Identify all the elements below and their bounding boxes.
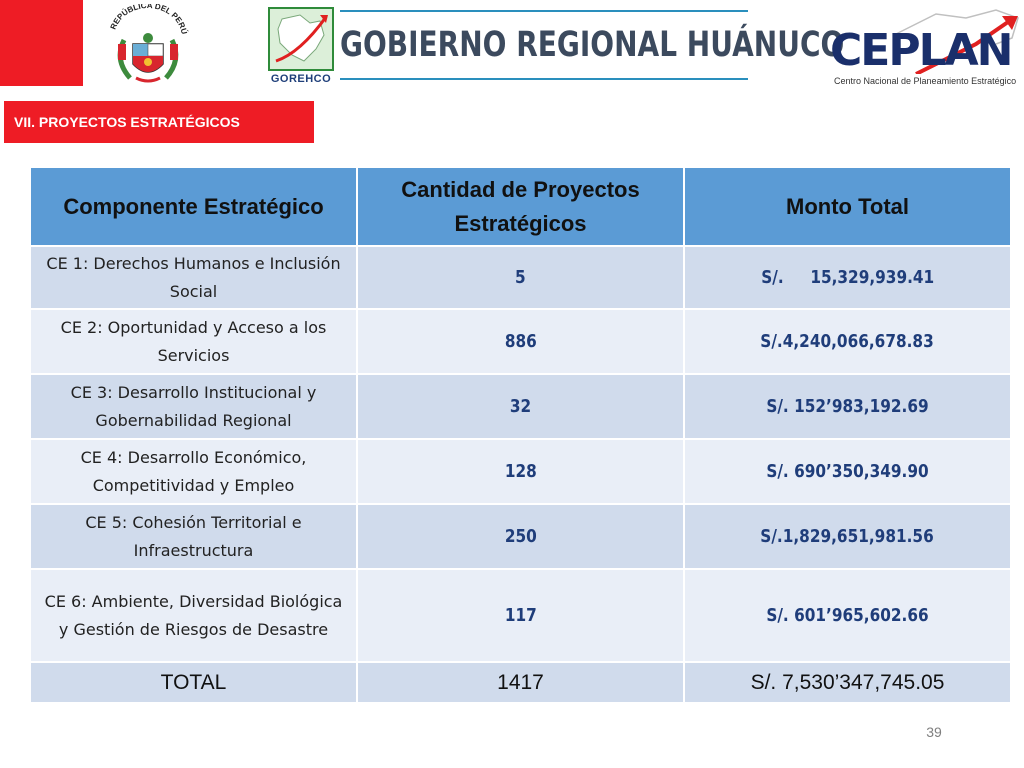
count-cell <box>358 570 685 663</box>
page-number: 39 <box>926 724 942 740</box>
amount-value: S/.4,240,066,678.83 <box>760 331 935 352</box>
table-row <box>31 570 1012 663</box>
peru-seal-text: REPÚBLICA DEL PERÚ <box>108 4 189 36</box>
total-count: 1417 <box>497 670 544 694</box>
table-row <box>31 310 1012 375</box>
gorehco-logo <box>266 5 336 87</box>
total-label: TOTAL <box>160 670 227 694</box>
table-row <box>31 440 1012 505</box>
component-cell: CE 5: Cohesión Territorial e Infraestructura <box>31 505 358 570</box>
amount-value: S/. 690’350,349.90 <box>766 461 929 482</box>
count-value: 128 <box>504 461 537 482</box>
gorehco-label: GOREHCO <box>266 71 336 87</box>
count-cell <box>358 505 685 570</box>
count-value: 250 <box>504 526 537 547</box>
section-title: VII. PROYECTOS ESTRATÉGICOS <box>4 101 314 143</box>
amount-cell <box>685 310 1012 375</box>
total-count-cell <box>358 663 685 704</box>
total-label-cell <box>31 663 358 704</box>
total-amount-cell <box>685 663 1012 704</box>
amount-cell <box>685 375 1012 440</box>
gov-title: GOBIERNO REGIONAL HUÁNUCO <box>340 25 845 65</box>
header-project-count: Cantidad de Proyectos Estratégicos <box>358 168 685 247</box>
count-value: 117 <box>504 605 537 626</box>
component-cell: CE 3: Desarrollo Institucional y Gobernabilidad Regional <box>31 375 358 440</box>
table-row <box>31 247 1012 310</box>
table-row <box>31 505 1012 570</box>
amount-cell <box>685 440 1012 505</box>
gorehco-map-emblem <box>268 7 334 71</box>
count-value: 5 <box>515 267 526 288</box>
svg-text:REPÚBLICA DEL PERÚ <box>109 4 189 35</box>
count-cell <box>358 375 685 440</box>
count-cell <box>358 247 685 310</box>
component-cell: CE 4: Desarrollo Económico, Competitividad y Empleo <box>31 440 358 505</box>
header-component: Componente Estratégico <box>31 168 358 247</box>
total-amount: S/. 7,530’347,745.05 <box>750 670 945 694</box>
amount-value: S/.1,829,651,981.56 <box>760 526 935 547</box>
count-cell <box>358 440 685 505</box>
header-total-amount: Monto Total <box>685 168 1012 247</box>
amount-value: S/. 152’983,192.69 <box>766 396 929 417</box>
ceplan-wordmark: CEPLAN <box>830 25 1012 76</box>
ceplan-logo <box>826 4 1024 90</box>
count-value: 32 <box>509 396 532 417</box>
component-cell: CE 6: Ambiente, Diversidad Biológica y Gestión de Riesgos de Desastre <box>31 570 358 663</box>
strategic-projects-table <box>31 168 1012 704</box>
amount-value: S/. 15,329,939.41 <box>761 267 934 288</box>
amount-cell <box>685 570 1012 663</box>
count-cell <box>358 310 685 375</box>
table-row <box>31 375 1012 440</box>
table-total-row <box>31 663 1012 704</box>
count-value: 886 <box>504 331 537 352</box>
component-cell: CE 2: Oportunidad y Acceso a los Servicios <box>31 310 358 375</box>
peru-coat-of-arms-logo <box>100 4 196 88</box>
red-corner-block <box>0 0 83 86</box>
amount-value: S/. 601’965,602.66 <box>766 605 929 626</box>
ceplan-subtitle: Centro Nacional de Planeamiento Estratégico <box>834 76 1017 86</box>
component-cell: CE 1: Derechos Humanos e Inclusión Social <box>31 247 358 310</box>
amount-cell <box>685 247 1012 310</box>
amount-cell <box>685 505 1012 570</box>
table-header-row <box>31 168 1012 247</box>
gov-title-banner <box>340 10 845 80</box>
